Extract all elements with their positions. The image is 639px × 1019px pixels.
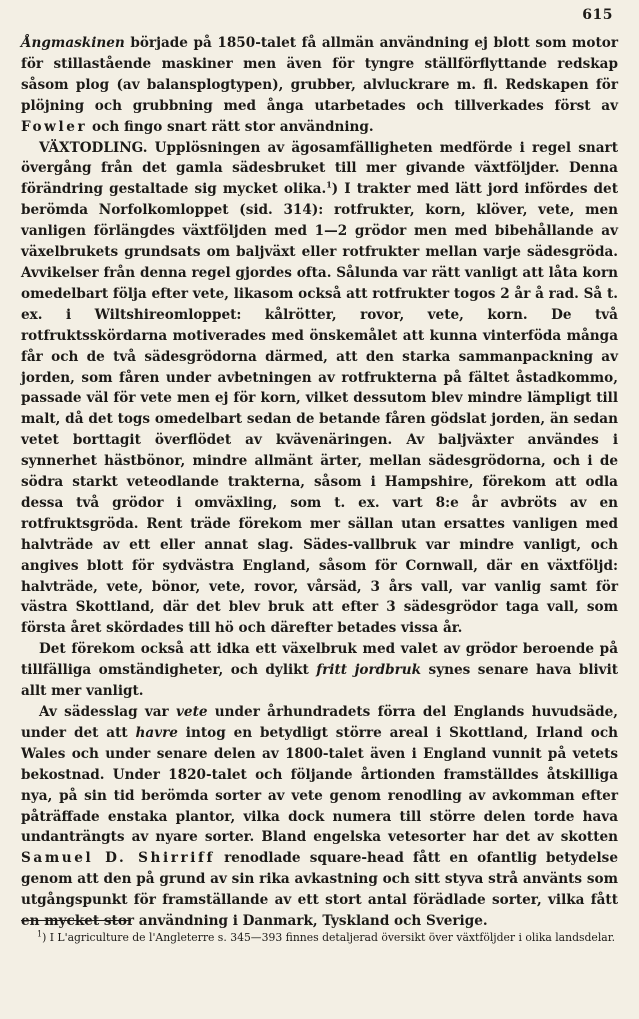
spaced-name: Samuel D. Shirriff [21, 850, 215, 867]
text-run: Av sädesslag var [39, 704, 177, 720]
emphasis: havre [135, 724, 178, 741]
page-number: 615 [582, 7, 613, 23]
footnote-text [21, 930, 618, 945]
footnote-ref[interactable]: 1 [326, 179, 332, 190]
text-run: och fingo snart rätt stor användning. [87, 118, 374, 135]
text-run: Det förekom också att idka ett växelbruk med valet av grödor beroende på tillfälliga omständigheter, och dylikt [21, 641, 618, 679]
text-run: ) I trakter med lätt jord infördes det berömda Norfolkomloppet (sid. 314): rotfrukter, korn, klöver, vete, men vanligen förlängdes växtföljden med 1—2 grödor men med bibehållande av växelbrukets grundsats om baljväxt eller rotfrukter mellan varje sädesgröda. Avvikelser från denna regel gjordes ofta. Sålunda var rätt vanligt att låta korn omedelbart följa efter vete, likasom också att rotfrukter togos 2 år å rad. Så t. ex. i Wiltshireomloppet: kålrötter, rovor, vete, korn. De två rotfruktsskördarna motiverades med önskemålet att kunna vinterföda många får och de två sädesgrödorna därmed, att den starka sammanpackning av jorden, som fåren under avbetningen av rotfrukterna på fältet åstadkommo, passade väl för vete men ej för korn, vilket dessutom blev mindre lämpligt till malt, då det togs omedelbart sedan de betande fåren gödslat jorden, än sedan vetet borttagit överflödet av kvävenäringen. Av baljväxter användes i synnerhet hästbönor, mindre allmänt ärter, mellan sädesgrödorna, och i de södra starkt veteodlande trakterna, såsom i Hampshire, förekom att odla dessa två grödor i omväxling, som t. ex. vart 8:e år avbröts av en rotfruktsgröda. Rent träde förekom mer sällan utan ersattes vanligen med halvträde av ett eller annat slag. Sädes-vallbruk var mindre vanligt, och angives blott för sydvästra England, såsom för Cornwall, där en växtföljd: halvträde, vete, bönor, vete, rovor, vårsäd, 3 års vall, var vanlig samt för västra Skottland, där det blev bruk att efter 3 sädesgrödor taga vall, som första året skördades till hö och därefter betades vissa år. [21, 181, 618, 637]
text-run: ) I L'agriculture de l'Angleterre s. 345—393 finnes detaljerad översikt över växtföljder i olika landsdelar. [42, 931, 616, 944]
text-run: renodlade square-head fått en ofantlig betydelse genom att den på grund av sin rika avkastning och sitt styva strå använts som utgångspunkt för framställande av ett stort antal förädlade sorter, vilka fått en mycket stor användning i Danmark, Tyskland och Sverige. [21, 850, 618, 930]
emphasis: vete [176, 704, 208, 720]
paragraph-crop-growing [21, 138, 618, 640]
main-text [21, 33, 618, 932]
spaced-name: Fowler [21, 118, 88, 135]
text-run: under århundradets förra del Englands huvudsäde, under det att [21, 704, 618, 741]
text-run: intog en betydligt större areal i Skottland, Irland och Wales och under senare delen av 1800-talet även i England vunnit på vetets bekostnad. Under 1820-talet och följande årtionden framställdes åtskilliga nya, på sin tid berömda sorter av vete genom renodling av avkomman efter påträffade enstaka plantor, vilka dock numera till större delen torde hava undanträngts av nyare sorter. Bland engelska vetesorter har det av skotten [21, 724, 618, 846]
text-run: synes senare hava blivit allt mer vanligt. [21, 662, 619, 700]
emphasis: Ångmaskinen [21, 35, 125, 51]
footnote-marker: 1 [37, 929, 43, 939]
paragraph-grain-types [21, 702, 618, 932]
footnote [21, 930, 618, 945]
text-run: VÄXTODLING. Upplösningen av ägosamfälligheten medförde i regel snart övergång från det gamla sädesbruket till mer givande växtföljder. Denna förändring gestaltade sig mycket olika. [21, 139, 618, 198]
text-run: började på 1850-talet få allmän användning ej blott som motor för stillastående maskiner men även för tyngre ställförflyttande redskap såsom plog (av balansplogtypen), grubber, alvluckrare m. fl. Redskapen för plöjning och grubbning med ånga utarbetades och tillverkades först av [21, 35, 618, 114]
paragraph-steam-engine [21, 33, 618, 138]
paragraph-free-farming [21, 639, 618, 702]
footnote-divider [21, 920, 131, 921]
emphasis: fritt jordbruk [316, 662, 422, 679]
